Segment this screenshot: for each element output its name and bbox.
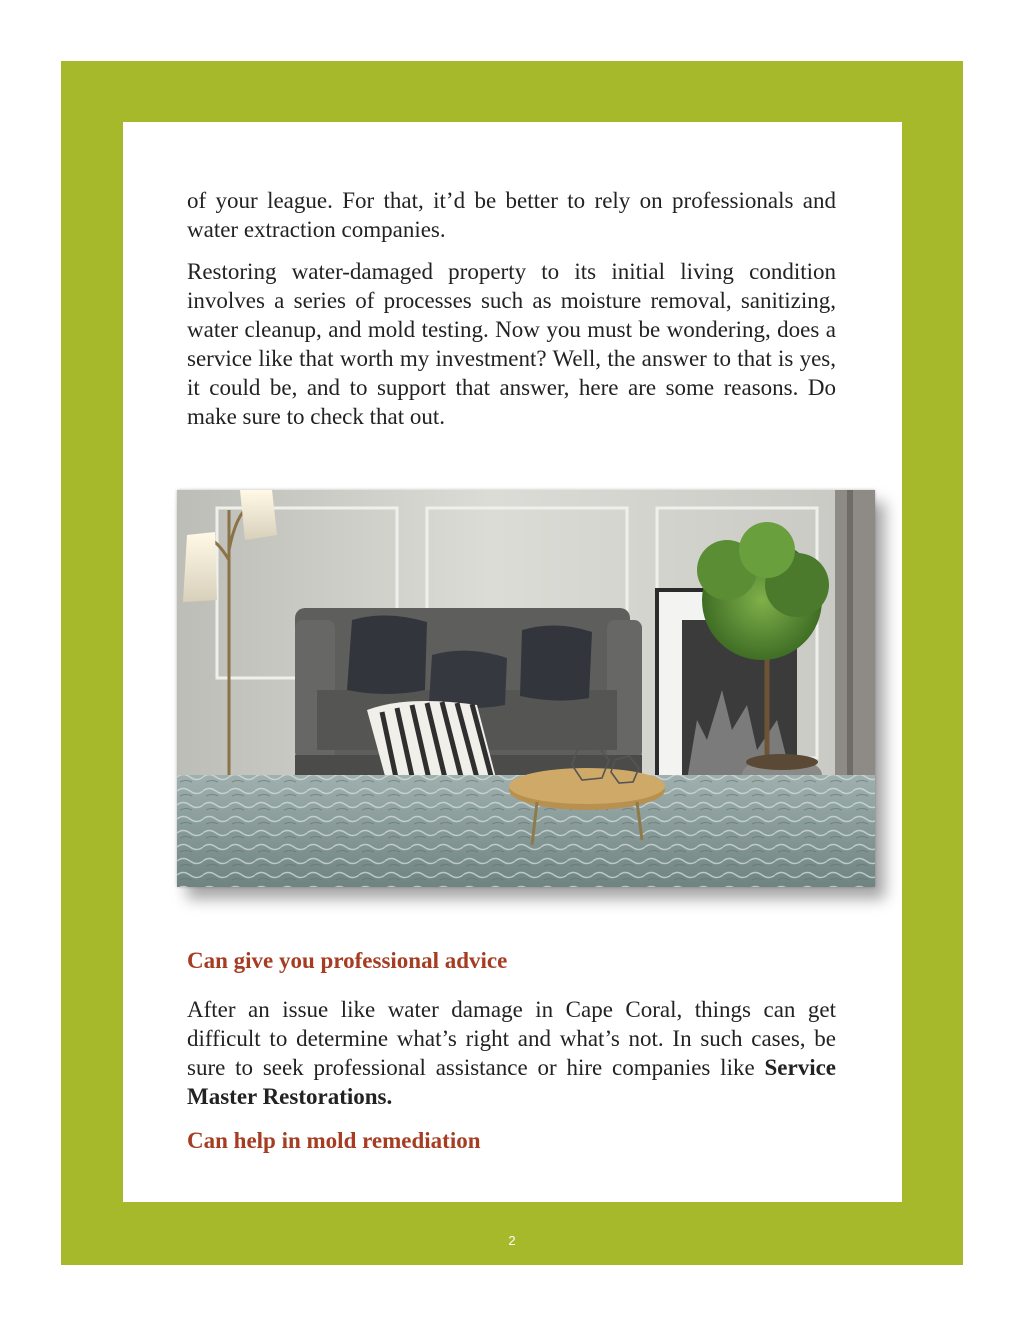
paragraph-restoring: Restoring water-damaged property to its initial living condition involves a series of processes such as moisture removal, sanitizing, water cleanup, and mold testing. Now you must be wondering, does a service like that worth my investment? Well, the answer to that is yes, it could be, and to support that answer, here are some reasons. Do make sure to check that out. bbox=[187, 259, 836, 429]
heading-professional-advice: Can give you professional advice bbox=[187, 948, 508, 973]
paragraph-intro-continuation: of your league. For that, it’d be better to rely on professionals and water extraction companies. bbox=[187, 188, 836, 242]
top-text-block bbox=[187, 186, 836, 445]
heading-mold-remediation: Can help in mold remediation bbox=[187, 1128, 481, 1153]
company-name-bold: Service Master Restorations. bbox=[187, 1055, 836, 1109]
paragraph-professional-advice-text: After an issue like water damage in Cape Coral, things can get difficult to determine what’s right and what’s not. In such cases, be sure to seek professional assistance or hire companies like bbox=[187, 997, 836, 1080]
lower-text-block bbox=[187, 946, 836, 1155]
paragraph-professional-advice bbox=[187, 995, 836, 1111]
flooded-living-room-photo bbox=[177, 490, 875, 887]
page-number: 2 bbox=[508, 1233, 516, 1248]
